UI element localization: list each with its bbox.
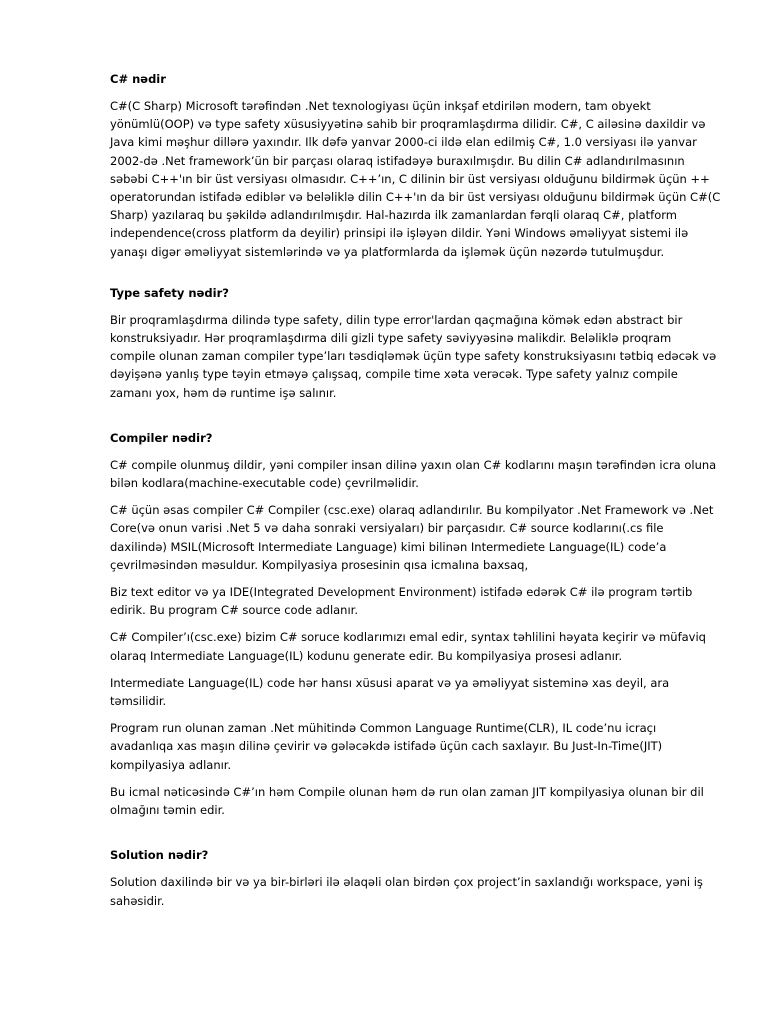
paragraph [110,628,716,664]
text-line: yanaşı digər əməliyyat sistemlərində və ya platformlarda da işləmək üçün nəzərdə tutulmuşdur. [110,244,665,259]
section-heading-solution: Solution nədir? [110,848,209,863]
section-heading-type-safety: Type safety nədir? [110,285,229,300]
text-line: yönümlü(OOP) və type safety xüsusiyyətinə sahib bir proqramlaşdırma dilidir. C#, C ailəsinə daxildir və [110,117,706,132]
text-line: Intermediate Language(IL) code hər hansı xüsusi aparat və ya əməliyyat sisteminə xas deyil, ara [110,675,670,690]
text-line: independence(cross platform da deyilir) prinsipi ilə işləyən dildir. Yəni Windows əməliyyat sistemi ilə [110,226,689,241]
text-line: Bir proqramlaşdırma dilində type safety, dilin type error'lardan qaçmağına kömək edən abstract bir [110,312,683,327]
text-line: edirik. Bu program C# source code adlanır. [110,603,358,618]
text-line: C# üçün əsas compiler C# Compiler (csc.exe) olaraq adlandırılır. Bu kompilyator .Net Framework və .Net [110,503,714,518]
text-line: daxilində) MSIL(Microsoft Intermediate Language) kimi bilinən Intermediete Language(IL) code’a [110,539,667,554]
text-line: Program run olunan zaman .Net mühitində Common Language Runtime(CLR), IL code’nu icraçı [110,721,657,736]
text-line: avadanlıqa xas maşın dilinə çevirir və gələcəkdə istifadə üçün cach saxlayır. Bu Just-In-Time(JIT) [110,739,663,754]
text-line: C# Compiler’ı(csc.exe) bizim C# soruce kodlarımızı emal edir, syntax təhlilini həyata keçirir və müfaviq [110,630,706,645]
text-line: zamanı yox, həm də runtime işə salınır. [110,385,337,400]
paragraph [110,97,721,261]
paragraph [110,719,716,774]
text-line: C#(C Sharp) Microsoft tərəfindən .Net texnologiyası üçün inkşaf etdirilən modern, tam obyekt [110,99,651,113]
text-line: 2002-də .Net framework’ün bir parçası olaraq istifadəyə buraxılmışdır. Bu dilin C# adlandırılmasının [110,153,685,168]
paragraph [110,311,716,402]
text-line: C# compile olunmuş dildir, yəni compiler insan dilinə yaxın olan C# kodlarını maşın tərəfindən icra oluna [110,457,717,472]
paragraph [110,873,716,909]
section-heading-csharp: C# nədir [110,72,166,86]
text-line: compile olunan zaman compiler type’ları təsdiqləmək üçün type safety konstruksiyasını tətbiq edəcək və [110,349,717,364]
text-line: Core(və onun varisi .Net 5 və daha sonraki versiyaları) bir parçasıdır. C# source kodlarını(.cs file [110,521,664,536]
text-line: Sharp) yazılaraq bu şəkildə adlandırılmışdır. Hal-hazırda ilk zamanlardan fərqli olaraq C#, platform [110,208,677,223]
text-line: çevrilməsindən məsuldur. Kompilyasiya prosesinin qısa icmalına baxsaq, [110,557,529,572]
paragraph [110,456,716,492]
paragraph [110,501,716,574]
text-line: Solution daxilində bir və ya bir-birləri ilə əlaqəli olan birdən çox project’in saxlandığı workspace, yəni iş [110,875,703,890]
text-line: təmsilidir. [110,694,167,709]
section-heading-compiler: Compiler nədir? [110,430,213,445]
text-line: konstruksiyadır. Hər proqramlaşdırma dili gizli type safety səviyyəsinə malikdir. Beləliklə proqram [110,331,672,346]
paragraph [110,674,716,710]
text-line: olaraq Intermediate Language(IL) kodunu generate edir. Bu kompilyasiya prosesi adlanır. [110,648,623,663]
text-line: bilən kodlara(machine-executable code) çevrilməlidir. [110,476,419,491]
text-line: səbəbi C++'ın bir üst versiyası olmasıdır. C++’ın, C dilinin bir üst versiyası olduğunu bildirmək üçün ++ [110,171,710,186]
text-line: Java kimi məşhur dillərə yaxındır. Ilk dəfə yanvar 2000-ci ildə elan edilmiş C#, 1.0 versiyası ilə yanvar [110,135,697,150]
text-line: olmağını təmin edir. [110,803,225,818]
text-line: dəyişənə yanlış type təyin etməyə çalışsaq, compile time xəta verəcək. Type safety yalnız compile [110,367,678,382]
text-line: sahəsidir. [110,893,165,908]
text-line: Biz text editor və ya IDE(Integrated Development Environment) istifadə edərək C# ilə program tərtib [110,585,693,600]
paragraph [110,583,716,619]
text-line: Bu icmal nəticəsində C#’ın həm Compile olunan həm də run olan zaman JIT kompilyasiya olunan bir dil [110,784,704,799]
text-line: kompilyasiya adlanır. [110,757,232,772]
paragraph [110,783,716,819]
text-line: operatorundan istifadə ediblər və beləliklə dilin C++'ın da bir üst versiyası olduğunu bildirmək üçün C#(C [110,190,721,205]
